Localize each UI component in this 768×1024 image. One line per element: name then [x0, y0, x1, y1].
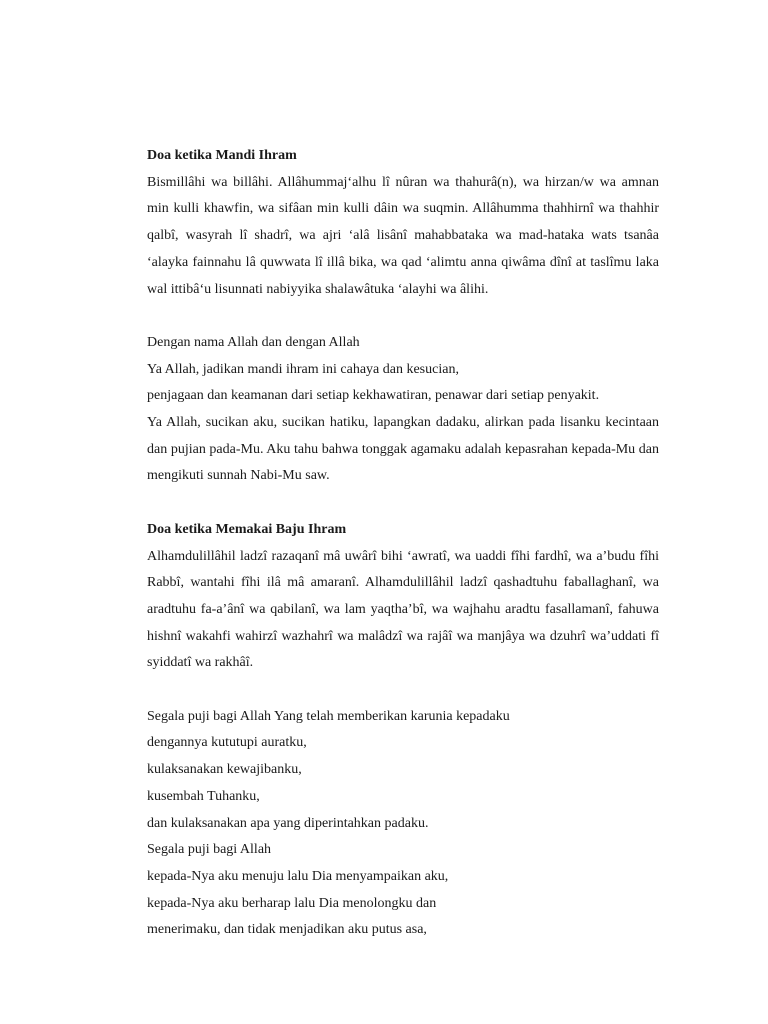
transliteration-baju-ihram: Alhamdulillâhil ladzî razaqanî mâ uwârî bihi ‘awratî, wa uaddi fîhi fardhî, wa a’budu fîhi Rabbî, wantahi fîhi ilâ mâ amaranî. Alhamdulillâhil ladzî qashadtuhu faballaghanî, wa aradtuhu fa-a’ânî wa qabilanî, wa lam yaqtha’bî, wa wajhahu aradtu fasallamanî, fahuwa hishnî wakahfi wahirzî wazhahrî wa malâdzî wa rajâî wa manjâya wa dzuhrî wa’uddati fî syiddatî wa rakhâî.: [147, 548, 659, 671]
translation-paragraph-mandi-ihram: Ya Allah, sucikan aku, sucikan hatiku, lapangkan dadaku, alirkan pada lisanku kecintaan dan pujian pada-Mu. Aku tahu bahwa tonggak agamaku adalah kepasrahan kepada-Mu dan mengikuti sunnah Nabi-Mu saw.: [147, 415, 659, 484]
translation-line: kusembah Tuhanku,: [147, 788, 260, 804]
paragraph-spacer: [147, 303, 659, 330]
translation-line: dengannya kututupi auratku,: [147, 735, 307, 751]
translation-line: kepada-Nya aku menuju lalu Dia menyampaikan aku,: [147, 868, 449, 884]
translation-line: kulaksanakan kewajibanku,: [147, 762, 302, 778]
translation-line: menerimaku, dan tidak menjadikan aku putus asa,: [147, 922, 427, 938]
translation-line: penjagaan dan keamanan dari setiap kekhawatiran, penawar dari setiap penyakit.: [147, 388, 600, 404]
document-content: [147, 143, 659, 944]
section-heading-mandi-ihram: Doa ketika Mandi Ihram: [147, 148, 297, 163]
translation-line: Segala puji bagi Allah Yang telah memberikan karunia kepadaku: [147, 708, 510, 724]
section-heading-baju-ihram: Doa ketika Memakai Baju Ihram: [147, 521, 347, 537]
translation-line: dan kulaksanakan apa yang diperintahkan padaku.: [147, 815, 429, 831]
transliteration-mandi-ihram: Bismillâhi wa billâhi. Allâhummaj‘alhu lî nûran wa thahurâ(n), wa hirzan/w wa amnan min kulli khawfin, wa sifâan min kulli dâin wa suqmin. Allâhumma thahhirnî wa thahhir qalbî, wasyrah lî shadrî, wa ajri ‘alâ lisânî mahabbataka wa mad-hataka wats tsanâa ‘alayka fainnahu lâ quwwata lî illâ bika, wa qad ‘alimtu anna qiwâma dînî at taslîmu laka wal ittibâ‘u lisunnati nabiyyika shalawâtuka ‘alayhi wa âlihi.: [147, 174, 659, 297]
translation-line: Ya Allah, jadikan mandi ihram ini cahaya dan kesucian,: [147, 361, 459, 377]
paragraph-spacer: [147, 490, 659, 517]
translation-line: kepada-Nya aku berharap lalu Dia menolongku dan: [147, 895, 437, 911]
paragraph-spacer: [147, 677, 659, 704]
translation-line: Dengan nama Allah dan dengan Allah: [147, 334, 360, 350]
translation-line: Segala puji bagi Allah: [147, 842, 272, 858]
